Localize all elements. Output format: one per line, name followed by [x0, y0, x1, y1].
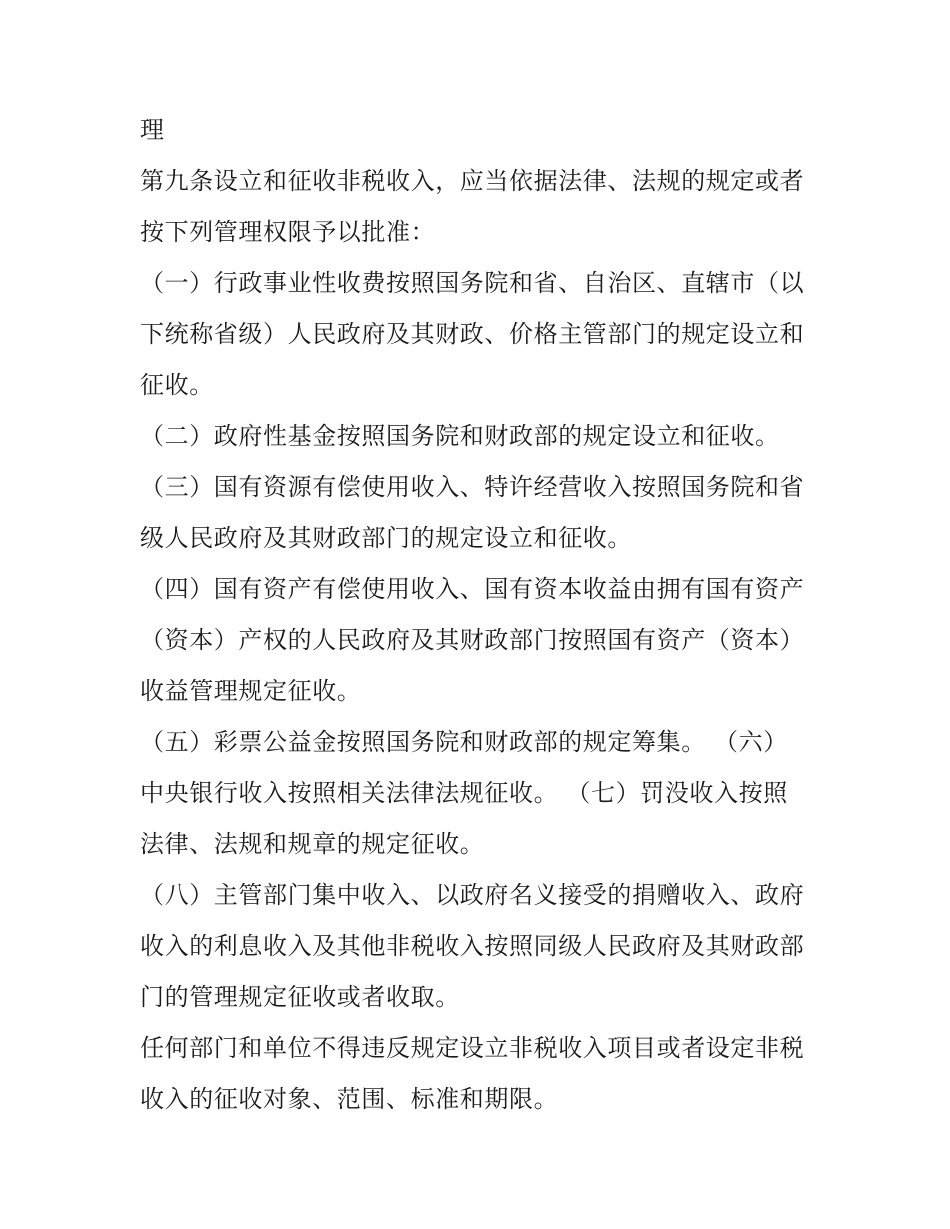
text-line: 收入的征收对象、范围、标准和期限。 [140, 1085, 559, 1113]
text-line: 按下列管理权限予以批准： [140, 218, 436, 246]
text-line: （资本）产权的人民政府及其财政部门按照国有资产（资本） [140, 626, 805, 654]
text-line: 第九条设立和征收非税收入，应当依据法律、法规的规定或者 [140, 167, 805, 195]
text-line: （五）彩票公益金按照国务院和财政部的规定筹集。 （六） [140, 728, 788, 756]
text-line: 下统称省级）人民政府及其财政、价格主管部门的规定设立和 [140, 320, 805, 348]
text-line: （四）国有资产有偿使用收入、国有资本收益由拥有国有资产 [140, 575, 805, 603]
text-line: 收入的利息收入及其他非税收入按照同级人民政府及其财政部 [140, 932, 805, 960]
text-line: 门的管理规定征收或者收取。 [140, 983, 460, 1011]
text-line: 法律、法规和规章的规定征收。 [140, 830, 485, 858]
text-line: （三）国有资源有偿使用收入、特许经营收入按照国务院和省 [140, 473, 805, 501]
text-line: 理 [140, 116, 165, 144]
text-line: 中央银行收入按照相关法律法规征收。 （七）罚没收入按照 [140, 779, 788, 807]
text-line: （八）主管部门集中收入、以政府名义接受的捐赠收入、政府 [140, 881, 805, 909]
text-line: 征收。 [140, 371, 214, 399]
text-line: （二）政府性基金按照国务院和财政部的规定设立和征收。 [140, 422, 780, 450]
text-line: 级人民政府及其财政部门的规定设立和征收。 [140, 524, 632, 552]
text-line: （一）行政事业性收费按照国务院和省、自治区、直辖市（以 [140, 269, 805, 297]
text-line: 收益管理规定征收。 [140, 677, 362, 705]
text-line: 任何部门和单位不得违反规定设立非税收入项目或者设定非税 [140, 1034, 805, 1062]
document-body [140, 110, 820, 1130]
